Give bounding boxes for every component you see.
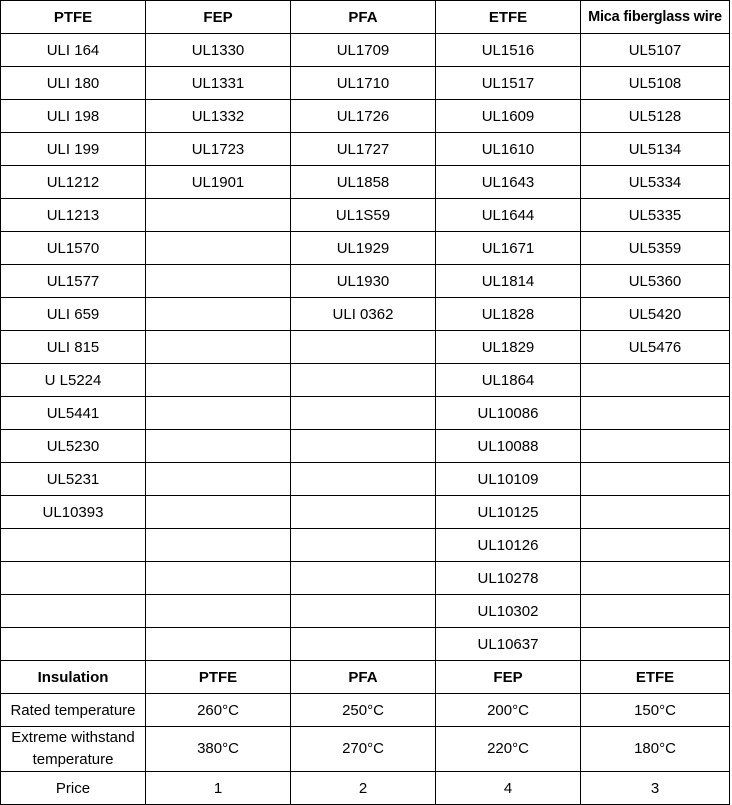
table-row	[1, 496, 730, 529]
table-cell: UL5420	[581, 298, 730, 331]
table-cell	[291, 496, 436, 529]
table-cell: 2	[291, 772, 436, 805]
table-row	[1, 364, 730, 397]
table-cell: UL1610	[436, 133, 581, 166]
table-cell	[146, 232, 291, 265]
table-cell	[146, 628, 291, 661]
table-cell: UL10125	[436, 496, 581, 529]
table-row	[1, 595, 730, 628]
table-row	[1, 562, 730, 595]
table-cell	[146, 397, 291, 430]
table-cell: UL5360	[581, 265, 730, 298]
table-cell: 4	[436, 772, 581, 805]
table-cell	[146, 562, 291, 595]
table-row	[1, 265, 730, 298]
table-cell: UL1929	[291, 232, 436, 265]
table-row	[1, 166, 730, 199]
table-cell	[146, 463, 291, 496]
table-cell: ULI 199	[1, 133, 146, 166]
table-row	[1, 772, 730, 805]
table-cell: Insulation	[1, 661, 146, 694]
table-row	[1, 529, 730, 562]
table-cell	[146, 595, 291, 628]
table-cell: UL5108	[581, 67, 730, 100]
table-cell	[1, 595, 146, 628]
table-cell: 270°C	[291, 727, 436, 772]
table-row	[1, 430, 730, 463]
table-row	[1, 628, 730, 661]
table-cell: UL1213	[1, 199, 146, 232]
table-row	[1, 298, 730, 331]
header-row	[1, 661, 730, 694]
table-cell: UL1643	[436, 166, 581, 199]
table-cell	[291, 628, 436, 661]
table-cell: UL5107	[581, 34, 730, 67]
table-cell	[581, 562, 730, 595]
table-cell: ULI 198	[1, 100, 146, 133]
table-cell: ETFE	[436, 1, 581, 34]
table-cell: UL10088	[436, 430, 581, 463]
table-cell: UL5335	[581, 199, 730, 232]
table-cell: UL1727	[291, 133, 436, 166]
table-cell: PTFE	[1, 1, 146, 34]
table-cell: ULI 0362	[291, 298, 436, 331]
table-cell: UL5134	[581, 133, 730, 166]
table-cell	[146, 298, 291, 331]
table-cell	[146, 496, 291, 529]
table-cell: ULI 659	[1, 298, 146, 331]
table-row	[1, 727, 730, 772]
table-cell: UL1570	[1, 232, 146, 265]
table-cell: PFA	[291, 661, 436, 694]
header-row	[1, 1, 730, 34]
table-cell	[1, 562, 146, 595]
table-cell: UL1671	[436, 232, 581, 265]
table-cell	[146, 430, 291, 463]
table-cell	[581, 529, 730, 562]
table-row	[1, 199, 730, 232]
table-cell: UL5441	[1, 397, 146, 430]
table-cell: UL1212	[1, 166, 146, 199]
table-cell	[291, 529, 436, 562]
table-cell: 1	[146, 772, 291, 805]
table-cell: 250°C	[291, 694, 436, 727]
table-cell: UL5359	[581, 232, 730, 265]
table-cell	[146, 331, 291, 364]
table-cell: ULI 164	[1, 34, 146, 67]
table-row	[1, 133, 730, 166]
table-cell	[146, 265, 291, 298]
table-cell: ETFE	[581, 661, 730, 694]
table-row	[1, 100, 730, 133]
table-cell: 180°C	[581, 727, 730, 772]
table-cell: UL10109	[436, 463, 581, 496]
table-row	[1, 463, 730, 496]
table-cell: UL1710	[291, 67, 436, 100]
table-cell: UL1644	[436, 199, 581, 232]
table-row	[1, 694, 730, 727]
table-cell	[291, 463, 436, 496]
table-cell	[581, 595, 730, 628]
table-cell: 3	[581, 772, 730, 805]
table-cell: ULI 815	[1, 331, 146, 364]
table-cell	[146, 529, 291, 562]
table-cell: UL1814	[436, 265, 581, 298]
table-cell: Price	[1, 772, 146, 805]
table-cell: UL10637	[436, 628, 581, 661]
table-cell	[146, 364, 291, 397]
table-cell: UL5231	[1, 463, 146, 496]
table-cell: UL1858	[291, 166, 436, 199]
table-cell: UL1517	[436, 67, 581, 100]
table-cell: UL1864	[436, 364, 581, 397]
table-cell: PTFE	[146, 661, 291, 694]
table-cell	[1, 628, 146, 661]
table-cell	[146, 199, 291, 232]
table-cell: Rated temperature	[1, 694, 146, 727]
table-cell: Mica fiberglass wire	[581, 1, 730, 34]
table-cell: Extreme withstand temperature	[1, 727, 146, 772]
table-cell: UL1S59	[291, 199, 436, 232]
table-cell: 220°C	[436, 727, 581, 772]
table-cell: UL10086	[436, 397, 581, 430]
table-cell: UL1332	[146, 100, 291, 133]
table-cell	[1, 529, 146, 562]
table-cell: UL1609	[436, 100, 581, 133]
table-cell: U L5224	[1, 364, 146, 397]
table-cell: UL1516	[436, 34, 581, 67]
table-cell: 200°C	[436, 694, 581, 727]
table-cell: UL5476	[581, 331, 730, 364]
table-cell	[581, 364, 730, 397]
table-cell: UL1577	[1, 265, 146, 298]
table-cell: UL1901	[146, 166, 291, 199]
table-cell: UL1726	[291, 100, 436, 133]
table-cell: FEP	[436, 661, 581, 694]
table-cell	[291, 430, 436, 463]
table-cell: 380°C	[146, 727, 291, 772]
table-cell	[291, 562, 436, 595]
table-row	[1, 34, 730, 67]
table-cell: UL1828	[436, 298, 581, 331]
table-cell	[581, 463, 730, 496]
table-cell: UL1930	[291, 265, 436, 298]
table-cell: UL10126	[436, 529, 581, 562]
table-cell	[291, 331, 436, 364]
table-cell: 260°C	[146, 694, 291, 727]
table-cell: UL1723	[146, 133, 291, 166]
table-cell: 150°C	[581, 694, 730, 727]
table-row	[1, 67, 730, 100]
table-cell: UL1709	[291, 34, 436, 67]
table-cell	[291, 397, 436, 430]
table-cell	[581, 628, 730, 661]
table-cell	[581, 430, 730, 463]
table-cell: PFA	[291, 1, 436, 34]
table-cell: UL10302	[436, 595, 581, 628]
table-row	[1, 397, 730, 430]
table-row	[1, 331, 730, 364]
table-cell: UL10393	[1, 496, 146, 529]
table-cell: ULI 180	[1, 67, 146, 100]
table-cell: UL1331	[146, 67, 291, 100]
table-cell	[581, 397, 730, 430]
table-cell	[291, 595, 436, 628]
table-cell: UL10278	[436, 562, 581, 595]
table-cell: UL5230	[1, 430, 146, 463]
table-cell: UL5128	[581, 100, 730, 133]
table-cell: UL1829	[436, 331, 581, 364]
table-cell: UL5334	[581, 166, 730, 199]
table-cell: UL1330	[146, 34, 291, 67]
table-cell	[291, 364, 436, 397]
table-cell: FEP	[146, 1, 291, 34]
table-row	[1, 232, 730, 265]
table-cell	[581, 496, 730, 529]
